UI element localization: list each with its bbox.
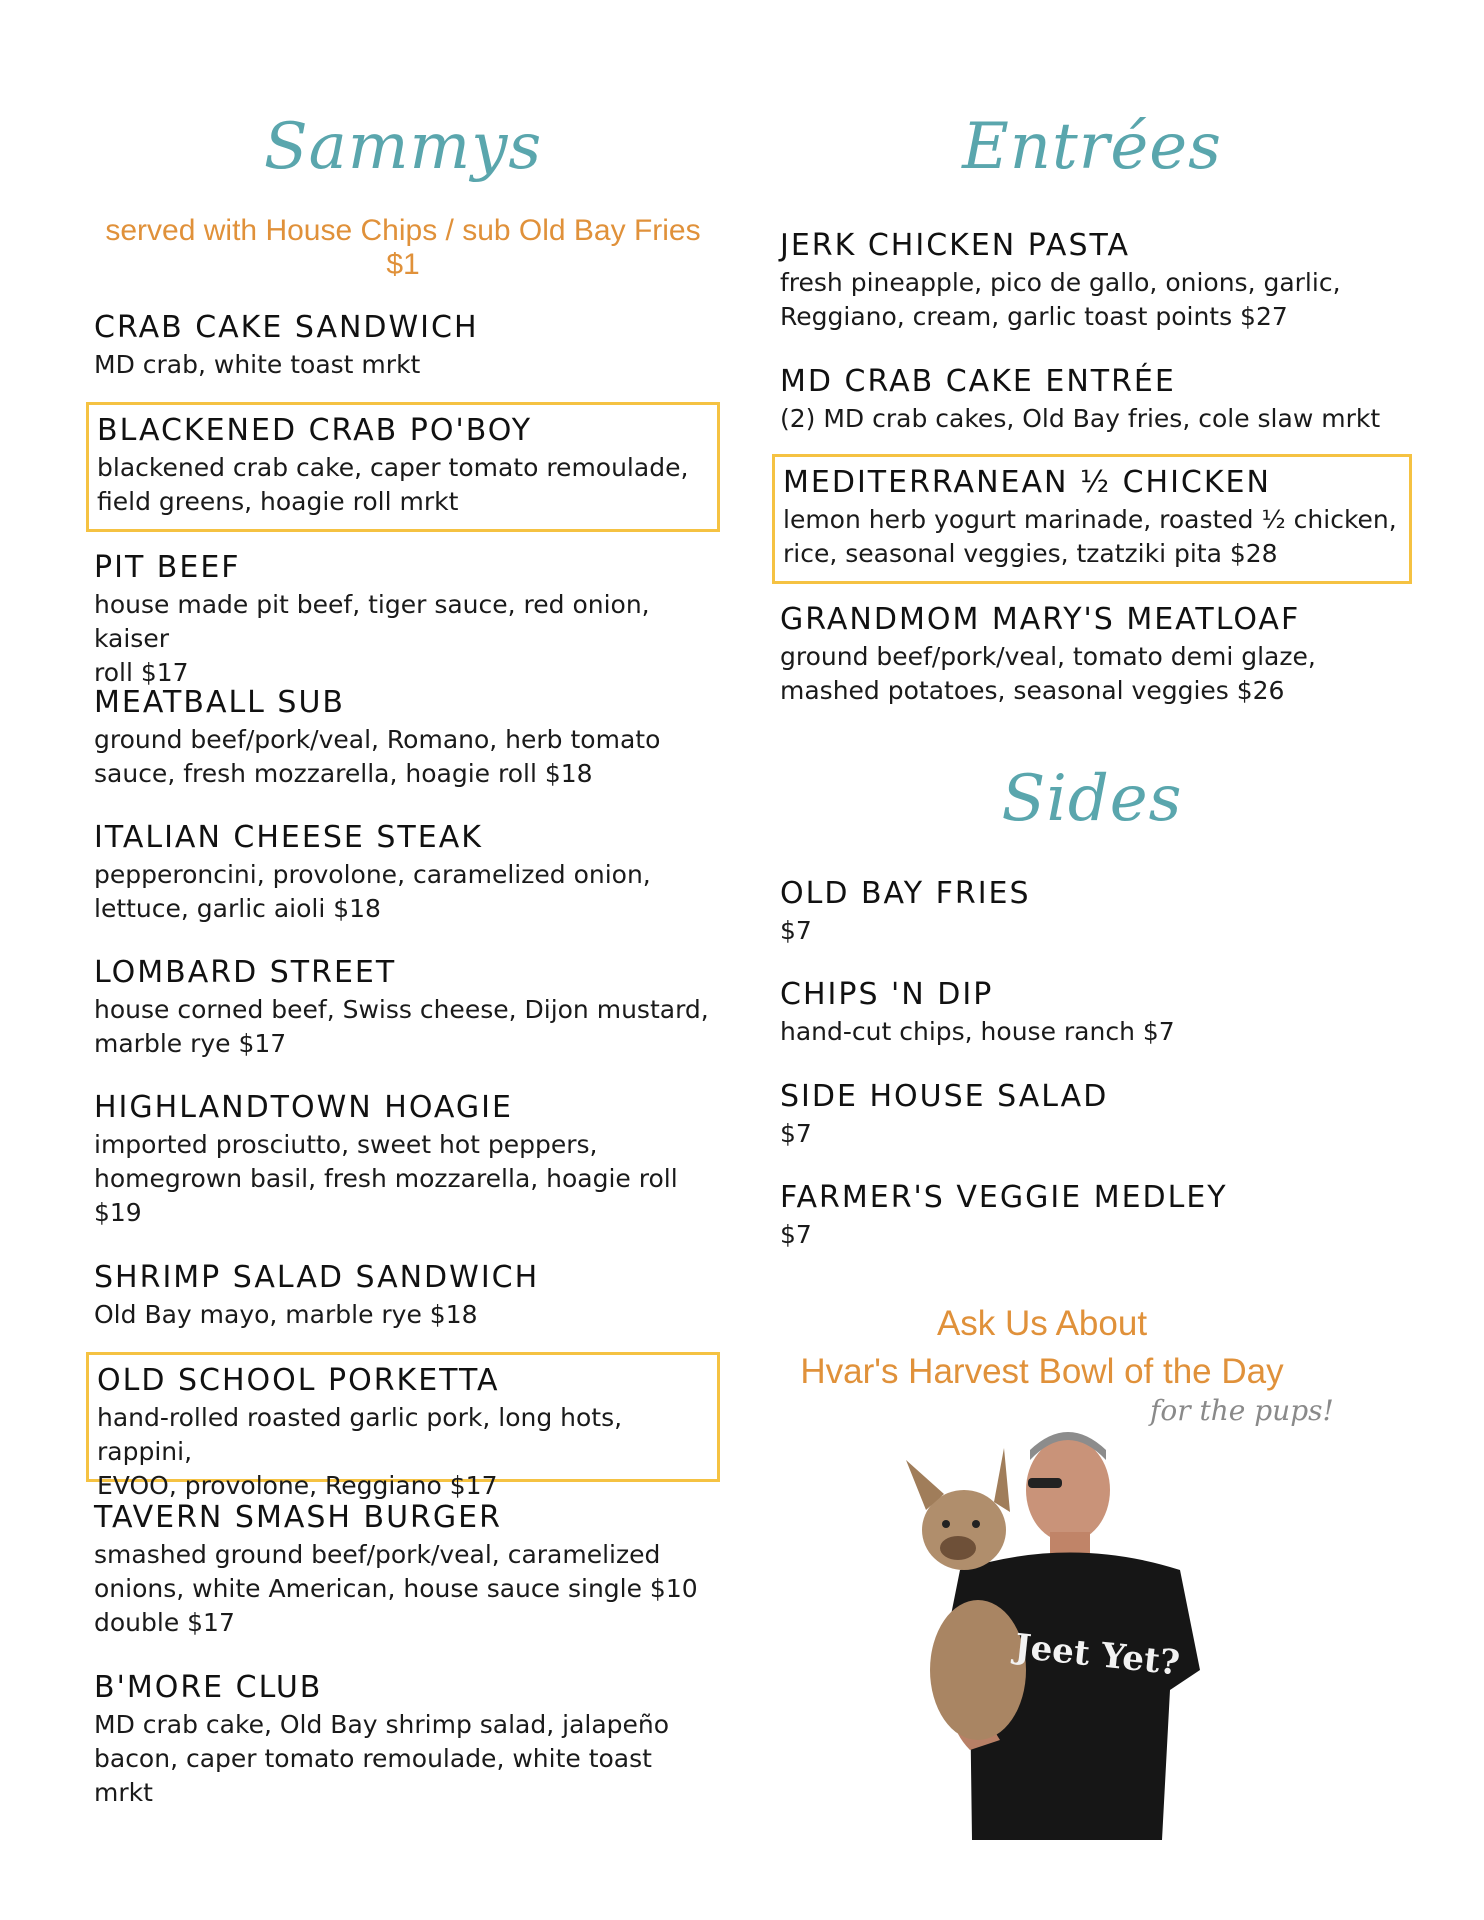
menu-item xyxy=(772,362,1412,436)
menu-item xyxy=(86,1498,720,1640)
item-name: BLACKENED CRAB PO'BOY xyxy=(97,413,533,448)
menu-item xyxy=(86,308,720,382)
menu-item xyxy=(86,818,720,926)
item-name: FARMER'S VEGGIE MEDLEY xyxy=(780,1180,1228,1215)
item-desc: fresh pineapple, pico de gallo, onions, garlic, Reggiano, cream, garlic toast points $27 xyxy=(780,268,1341,331)
promo-line-2: Hvar's Harvest Bowl of the Day xyxy=(800,1352,1284,1391)
item-name: HIGHLANDTOWN HOAGIE xyxy=(94,1090,513,1125)
entrees-title: Entrées xyxy=(962,110,1222,184)
menu-item xyxy=(772,226,1412,334)
item-name: MEDITERRANEAN ½ CHICKEN xyxy=(783,465,1271,500)
sammys-title: Sammys xyxy=(263,110,543,184)
item-name: LOMBARD STREET xyxy=(94,955,397,990)
item-desc: imported prosciutto, sweet hot peppers, homegrown basil, fresh mozzarella, hoagie roll $19 xyxy=(94,1130,678,1227)
sammys-subtitle: served with House Chips / sub Old Bay Fries $1 xyxy=(105,214,701,281)
pups-note: for the pups! xyxy=(1150,1394,1334,1427)
item-desc: hand-rolled roasted garlic pork, long hots, rappini, EVOO, provolone, Reggiano $17 xyxy=(97,1403,623,1500)
item-desc: house corned beef, Swiss cheese, Dijon mustard, marble rye $17 xyxy=(94,995,709,1058)
menu-item xyxy=(772,1178,1412,1252)
item-desc: smashed ground beef/pork/veal, caramelized onions, white American, house sauce single $10 double $17 xyxy=(94,1540,698,1637)
menu-item xyxy=(772,874,1412,948)
item-name: GRANDMOM MARY'S MEATLOAF xyxy=(780,602,1301,637)
man-with-dog-photo xyxy=(900,1420,1210,1840)
item-desc: $7 xyxy=(780,916,812,945)
item-name: CRAB CAKE SANDWICH xyxy=(94,310,479,345)
item-desc: Old Bay mayo, marble rye $18 xyxy=(94,1300,478,1329)
menu-item xyxy=(86,953,720,1061)
item-desc: ground beef/pork/veal, Romano, herb tomato sauce, fresh mozzarella, hoagie roll $18 xyxy=(94,725,661,788)
item-name: B'MORE CLUB xyxy=(94,1670,323,1705)
promo-box xyxy=(772,1300,1312,1396)
menu-item xyxy=(772,1077,1412,1151)
dog-body xyxy=(930,1600,1026,1740)
menu-item xyxy=(86,1088,720,1230)
item-name: CHIPS 'N DIP xyxy=(780,977,994,1012)
menu-item-highlighted xyxy=(86,1352,720,1500)
dog-eye-left xyxy=(942,1520,950,1528)
item-name: MD CRAB CAKE ENTRÉE xyxy=(780,364,1176,399)
sunglasses xyxy=(1028,1478,1062,1488)
item-name: MEATBALL SUB xyxy=(94,685,346,720)
menu-item xyxy=(86,548,720,690)
menu-item-highlighted xyxy=(772,454,1412,584)
menu-item xyxy=(86,683,720,791)
dog-muzzle xyxy=(940,1536,976,1560)
item-desc: house made pit beef, tiger sauce, red onion, kaiser roll $17 xyxy=(94,590,650,687)
item-desc: $7 xyxy=(780,1220,812,1249)
item-desc: ground beef/pork/veal, tomato demi glaze, mashed potatoes, seasonal veggies $26 xyxy=(780,642,1316,705)
item-name: OLD BAY FRIES xyxy=(780,876,1031,911)
item-desc: MD crab cake, Old Bay shrimp salad, jalapeño bacon, caper tomato remoulade, white toast mrkt xyxy=(94,1710,670,1807)
item-desc: MD crab, white toast mrkt xyxy=(94,350,421,379)
menu-item xyxy=(772,600,1412,708)
item-desc: lemon herb yogurt marinade, roasted ½ chicken, rice, seasonal veggies, tzatziki pita $28 xyxy=(783,505,1397,568)
man-head xyxy=(1026,1438,1110,1542)
item-name: PIT BEEF xyxy=(94,550,241,585)
item-desc: $7 xyxy=(780,1119,812,1148)
menu-item xyxy=(772,975,1412,1049)
dog-eye-right xyxy=(972,1520,980,1528)
item-name: SHRIMP SALAD SANDWICH xyxy=(94,1260,540,1295)
item-name: OLD SCHOOL PORKETTA xyxy=(97,1363,500,1398)
sides-title: Sides xyxy=(1001,762,1183,836)
dog-ear-right xyxy=(994,1448,1010,1512)
item-name: JERK CHICKEN PASTA xyxy=(780,228,1131,263)
item-desc: (2) MD crab cakes, Old Bay fries, cole slaw mrkt xyxy=(780,404,1381,433)
item-name: SIDE HOUSE SALAD xyxy=(780,1079,1109,1114)
item-desc: hand-cut chips, house ranch $7 xyxy=(780,1017,1175,1046)
menu-item-highlighted xyxy=(86,402,720,532)
shirt-text: Jeet Yet? xyxy=(1012,1626,1182,1684)
promo-line-1: Ask Us About xyxy=(936,1304,1148,1343)
menu-item xyxy=(86,1258,720,1332)
item-name: ITALIAN CHEESE STEAK xyxy=(94,820,483,855)
menu-item xyxy=(86,1668,720,1810)
item-name: TAVERN SMASH BURGER xyxy=(94,1500,502,1535)
item-desc: pepperoncini, provolone, caramelized onion, lettuce, garlic aioli $18 xyxy=(94,860,651,923)
item-desc: blackened crab cake, caper tomato remoulade, field greens, hoagie roll mrkt xyxy=(97,453,689,516)
